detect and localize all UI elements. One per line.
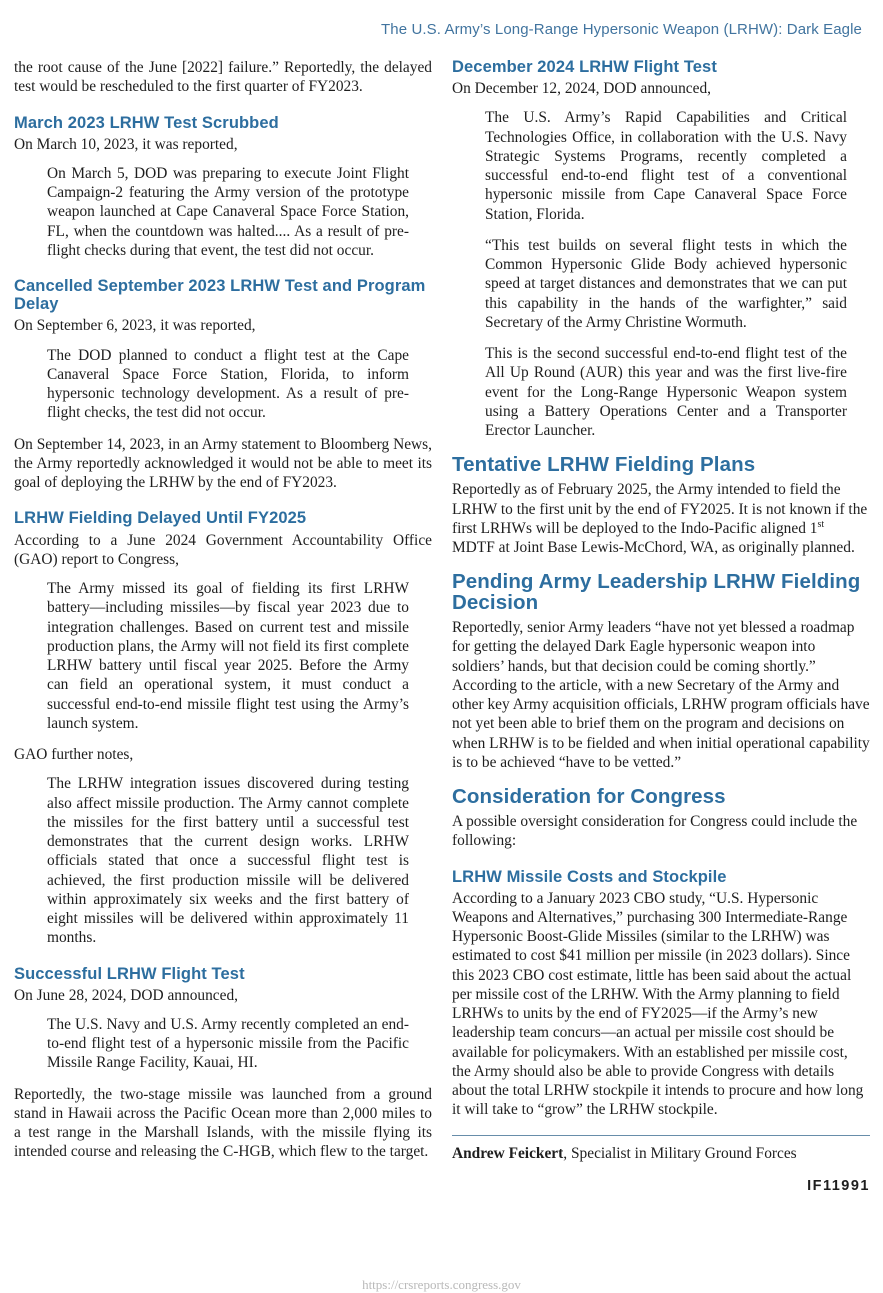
block-quote: The U.S. Navy and U.S. Army recently completed an end-to-end flight test of a hypersonic missile from the Pacific Missile Range Facility, Kauai, HI. [47,1015,409,1072]
block-quote: This is the second successful end-to-end flight test of the All Up Round (AUR) this year and was the first live-fire event for the Long-Range Hypersonic Weapon system using a Battery Operations Center and a Transporter Erector Launcher. [485,345,847,440]
block-quote: “This test builds on several flight tests in which the Common Hypersonic Glide Body achieved hypersonic speed at target distances and demonstrates that we can put this capability in the hands of the warfighter,” said Secretary of the Army Christine Wormuth. [485,236,847,331]
block-quote: The U.S. Army’s Rapid Capabilities and Critical Technologies Office, in collaboration with the U.S. Navy Strategic Systems Programs, recently completed a successful end-to-end flight test of a conventional hypersonic missile from Cape Canaveral Space Force Station, Florida. [485,109,847,223]
block-quote: The Army missed its goal of fielding its first LRHW battery—including missiles—by fiscal year 2023 due to integration challenges. Based on current test and missile production plans, the Army will not field its first complete LRHW battery until fiscal year 2025. Before the Army can field an operational system, it must conduct a successful end-to-end missile flight test using the Army’s launch system. [47,580,409,732]
block-quote: The DOD planned to conduct a flight test at the Cape Canaveral Space Force Station, Florida, to inform hypersonic technology development. As a result of pre-flight checks, the test did not occur. [47,346,409,422]
block-quote: The LRHW integration issues discovered during testing also affect missile production. The Army cannot complete the missiles for the first battery until a successful test demonstrates that the current design works. LRHW officials stated that once a successful flight test is achieved, the first production missile will be delivered within approximately six weeks and the first battery of eight missiles will be delivered within approximately 11 months. [47,775,409,947]
right-column [452,58,870,1194]
partial-footer-url: https://crsreports.congress.gov [362,1277,521,1292]
subsection-heading-march-2023-test-scrubbed: March 2023 LRHW Test Scrubbed [14,113,279,132]
footer-divider [452,1135,870,1136]
document-header-title: The U.S. Army’s Long-Range Hypersonic Weapon (LRHW): Dark Eagle [381,21,862,38]
author-byline [452,1145,870,1163]
block-quote: On March 5, DOD was preparing to execute Joint Flight Campaign-2 featuring the Army version of the prototype weapon launched at Cape Canaveral Space Force Station, FL, when the countdown was halted.... As a result of pre-flight checks during that event, the test did not occur. [47,164,409,259]
paragraph: the root cause of the June [2022] failure.” Reportedly, the delayed test would be rescheduled to the first quarter of FY2023. [14,59,432,96]
subsection-heading-successful-flight-test: Successful LRHW Flight Test [14,964,245,983]
paragraph: On September 6, 2023, it was reported, [14,317,256,335]
paragraph: GAO further notes, [14,746,134,764]
paragraph: On September 14, 2023, in an Army statement to Bloomberg News, the Army reportedly acknowledged it would not be able to meet its goal of deploying the LRHW by the end of FY2023. [14,435,432,492]
section-heading-consideration-for-congress: Consideration for Congress [452,785,726,809]
paragraph: According to a January 2023 CBO study, “U.S. Hypersonic Weapons and Alternatives,” purchasing 300 Intermediate-Range Hypersonic Boost-Glide Missiles (similar to the LRHW) was estimated to cost $41 million per missile (in 2023 dollars). Since this 2023 CBO cost estimate, little has been said about the actual per missile cost of the LRHW. With the Army planning to field LRHWs to units by the end of FY2025—if the Army’s new leadership team concurs—an actual per missile cost should be available for policymakers. With an established per missile cost, the Army should also be able to provide Congress with details about the total LRHW stockpile it intends to procure and how long it will take to “grow” the LRHW stockpile. [452,889,864,1119]
ordinal-superscript: st [817,518,825,530]
left-column [14,58,432,1194]
paragraph: On June 28, 2024, DOD announced, [14,986,238,1004]
section-heading-tentative-fielding-plans: Tentative LRHW Fielding Plans [452,453,756,477]
paragraph: A possible oversight consideration for Congress could include the following: [452,813,858,850]
author-name: Andrew Feickert [452,1144,564,1162]
paragraph: Reportedly, senior Army leaders “have not yet blessed a roadmap for getting the delayed Dark Eagle hypersonic weapon into soldiers’ hands, but that decision could be coming shortly.” According to the article, with a new Secretary of the Army and other key Army acquisition officials, LRHW program officials have not yet been able to brief them on the program and decisions on when LRHW is to be fielded and when initial operational capability is to be achieved “have to be vetted.” [452,619,870,771]
paragraph [452,480,870,557]
paragraph-text: Reportedly as of February 2025, the Army intended to field the LRHW to the first unit by the end of FY2025. It is not known if the first LRHWs will be deployed to the Indo-Pacific aligned 1 [452,481,868,537]
subsection-heading-fielding-delayed-fy2025: LRHW Fielding Delayed Until FY2025 [14,509,307,528]
section-heading-pending-army-leadership-decision: Pending Army Leadership LRHW Fielding Decision [452,570,861,615]
two-column-layout [14,58,870,1194]
paragraph: According to a June 2024 Government Accountability Office (GAO) report to Congress, [14,531,432,568]
author-title: , Specialist in Military Ground Forces [563,1144,797,1162]
paragraph: On March 10, 2023, it was reported, [14,135,238,153]
subsection-heading-december-2024-flight-test: December 2024 LRHW Flight Test [452,58,717,76]
paragraph-text: MDTF at Joint Base Lewis-McChord, WA, as originally planned. [452,539,855,557]
document-id: IF11991 [807,1177,870,1194]
paragraph: On December 12, 2024, DOD announced, [452,80,712,98]
paragraph: Reportedly, the two-stage missile was launched from a ground stand in Hawaii across the Pacific Ocean more than 2,000 miles to a test range in the Marshall Islands, with the missile flying its intended course and releasing the C-HGB, which flew to the target. [14,1085,432,1161]
subsection-heading-cancelled-september-2023-test: Cancelled September 2023 LRHW Test and Program Delay [14,277,426,314]
subsection-heading-missile-costs-and-stockpile: LRHW Missile Costs and Stockpile [452,867,727,886]
